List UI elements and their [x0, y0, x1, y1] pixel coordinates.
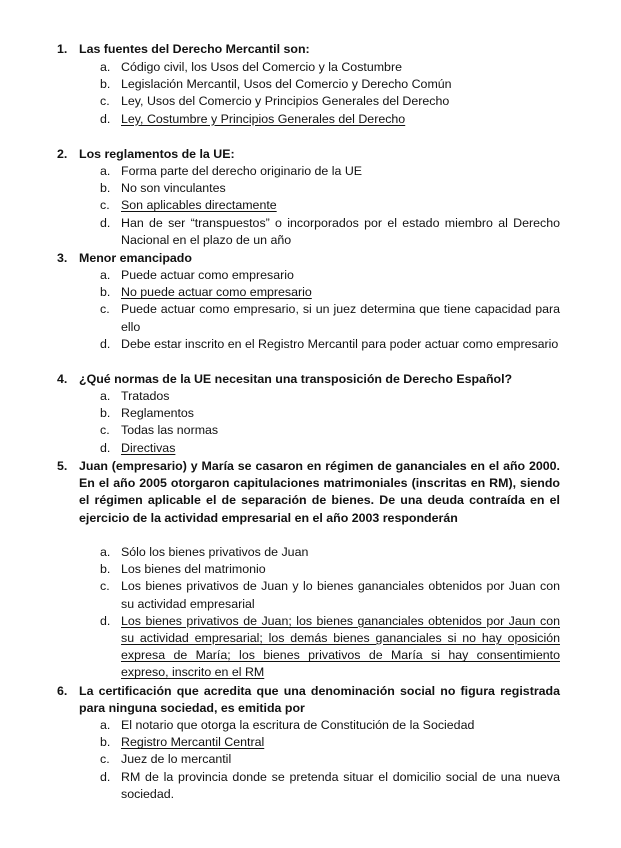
question-text: Las fuentes del Derecho Mercantil son: [79, 42, 310, 56]
option-letter: c. [100, 302, 110, 317]
options-list-3 [100, 267, 560, 353]
question-number: 3. [57, 251, 68, 265]
options-list-4 [100, 388, 560, 457]
option-text: Los bienes del matrimonio [121, 562, 266, 577]
option-letter: b. [100, 735, 111, 750]
option-5d-correct [100, 613, 560, 682]
option-letter: d. [100, 215, 111, 230]
option-text: Han de ser “transpuestos” o incorporados por el estado miembro al Derecho Nacional en el plazo de un año [121, 215, 560, 247]
option-3c [100, 301, 560, 335]
option-text: Todas las normas [121, 423, 219, 438]
option-letter: c. [100, 94, 110, 109]
options-list-2 [100, 163, 560, 249]
option-letter: a. [100, 60, 111, 74]
option-text: Ley, Usos del Comercio y Principios Generales del Derecho [121, 94, 450, 109]
option-text-underlined: Son aplicables directamente [121, 198, 277, 213]
option-letter: a. [100, 268, 111, 282]
option-text-underlined: Ley, Costumbre y Principios Generales del Derecho [121, 111, 406, 126]
option-1c [100, 93, 560, 110]
question-text: Los reglamentos de la UE: [79, 147, 235, 161]
option-5a [100, 544, 560, 561]
question-text: Juan (empresario) y María se casaron en régimen de gananciales en el año 2000. En el año 2005 otorgaron capitulaciones matrimoniales (inscritas en RM), siendo el régimen aplicable el de separación de bienes. De una deuda contraída en el ejercicio de la actividad empresarial en el año 2003 responderán [79, 459, 560, 525]
question-4 [57, 371, 560, 388]
option-4d-correct [100, 440, 560, 457]
option-4a [100, 388, 560, 405]
question-number: 1. [57, 42, 68, 56]
option-letter: d. [100, 769, 111, 784]
option-1a [100, 59, 560, 76]
option-letter: d. [100, 440, 111, 455]
question-text: La certificación que acredita que una denominación social no figura registrada para ninguna sociedad, es emitida por [79, 684, 560, 716]
option-text-underlined: Directivas [121, 440, 176, 455]
option-text: Tratados [121, 389, 170, 403]
options-list-5 [100, 544, 560, 682]
option-letter: a. [100, 164, 111, 178]
option-6b-correct [100, 734, 560, 751]
option-3d [100, 336, 560, 353]
question-text: Menor emancipado [79, 251, 192, 265]
option-text: Juez de lo mercantil [121, 752, 232, 767]
question-number: 5. [57, 459, 68, 473]
option-letter: a. [100, 389, 111, 403]
option-letter: c. [100, 198, 110, 213]
option-letter: d. [100, 336, 111, 351]
option-2a [100, 163, 560, 180]
option-2b [100, 180, 560, 197]
option-text: RM de la provincia donde se pretenda situar el domicilio social de una nueva sociedad. [121, 769, 560, 801]
option-letter: b. [100, 77, 111, 92]
option-text-underlined: Registro Mercantil Central [121, 735, 265, 750]
option-text-underlined: Los bienes privativos de Juan; los bienes gananciales obtenidos por Jaun con su actividad empresarial; los demás bienes gananciales si no hay oposición expresa de María; los bienes privativos de María si hay consentimiento expreso, inscrito en el RM [121, 613, 560, 680]
option-1b [100, 76, 560, 93]
option-4b [100, 405, 560, 422]
option-text: Código civil, los Usos del Comercio y la Costumbre [121, 60, 402, 74]
option-text: Forma parte del derecho originario de la UE [121, 164, 363, 178]
option-letter: c. [100, 752, 110, 767]
option-4c [100, 422, 560, 439]
option-text: Sólo los bienes privativos de Juan [121, 545, 309, 559]
option-6d [100, 769, 560, 803]
option-text: Puede actuar como empresario [121, 268, 294, 282]
option-5b [100, 561, 560, 578]
option-letter: a. [100, 718, 111, 732]
option-text-underlined: No puede actuar como empresario [121, 285, 312, 300]
option-letter: c. [100, 423, 110, 438]
option-1d-correct [100, 111, 560, 128]
option-letter: a. [100, 545, 111, 559]
option-3a [100, 267, 560, 284]
option-5c [100, 578, 560, 612]
option-letter: b. [100, 181, 111, 196]
option-letter: c. [100, 579, 110, 594]
question-2 [57, 146, 560, 163]
option-2d [100, 215, 560, 249]
option-6c [100, 751, 560, 768]
option-letter: d. [100, 613, 111, 628]
option-letter: b. [100, 285, 111, 300]
option-2c-correct [100, 197, 560, 214]
question-5 [57, 458, 560, 527]
question-number: 6. [57, 684, 68, 698]
question-3 [57, 250, 560, 267]
option-text: Debe estar inscrito en el Registro Mercantil para poder actuar como empresario [121, 336, 559, 351]
question-number: 4. [57, 372, 68, 386]
option-6a [100, 717, 560, 734]
options-list-6 [100, 717, 560, 803]
question-number: 2. [57, 147, 68, 161]
option-letter: b. [100, 562, 111, 577]
option-text: El notario que otorga la escritura de Constitución de la Sociedad [121, 718, 475, 732]
option-text: Los bienes privativos de Juan y lo bienes gananciales obtenidos por Juan con su actividad empresarial [121, 579, 560, 611]
question-1 [57, 41, 560, 58]
option-text: Reglamentos [121, 406, 195, 421]
option-3b-correct [100, 284, 560, 301]
option-text: Puede actuar como empresario, si un juez determina que tiene capacidad para ello [121, 302, 560, 334]
question-6 [57, 683, 560, 717]
option-letter: d. [100, 111, 111, 126]
option-text: No son vinculantes [121, 181, 226, 196]
options-list-1 [100, 59, 560, 128]
option-letter: b. [100, 406, 111, 421]
question-text: ¿Qué normas de la UE necesitan una transposición de Derecho Español? [79, 372, 513, 386]
option-text: Legislación Mercantil, Usos del Comercio y Derecho Común [121, 77, 452, 92]
